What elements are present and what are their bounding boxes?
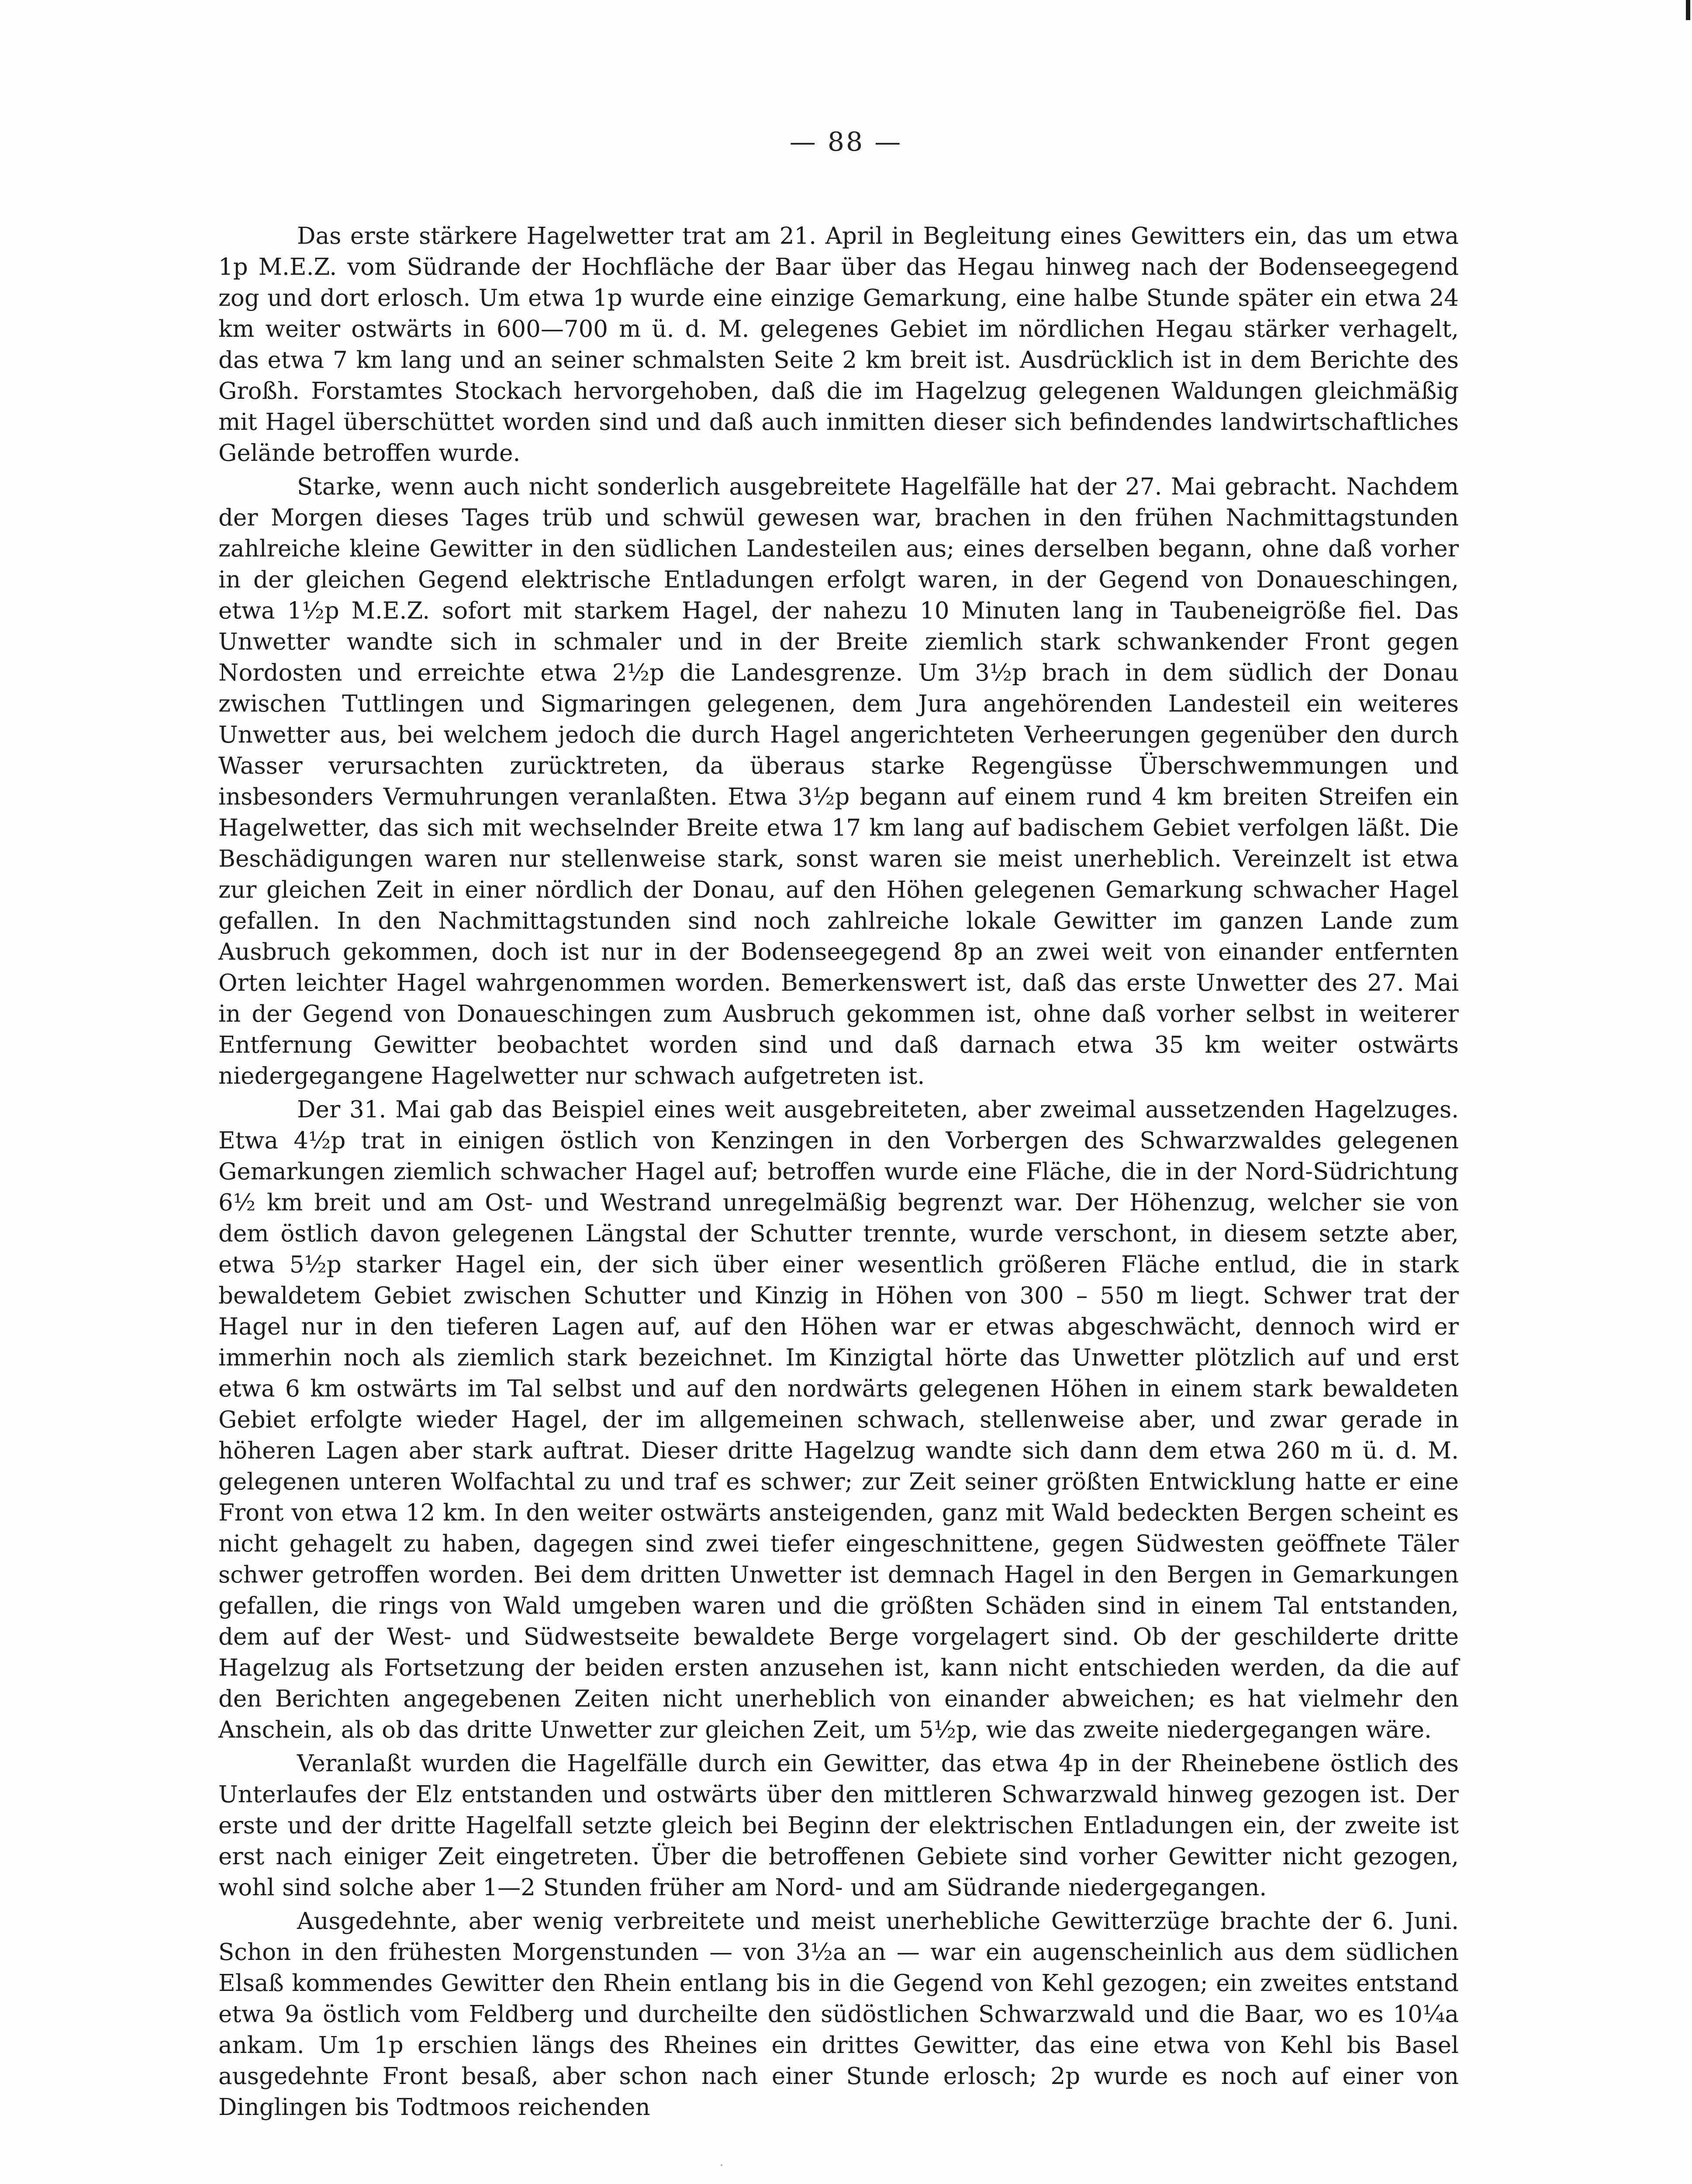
scan-speck	[721, 2164, 722, 2166]
body-text	[218, 221, 1459, 2123]
paragraph-hail-21-april: Das erste stärkere Hagelwetter trat am 21. April in Begleitung eines Gewitters ein, das um etwa 1p M.E.Z. vom Südrande der Hochfläche der Baar über das Hegau hinweg nach der Bodenseegegend zog und dort erlosch. Um etwa 1p wurde eine einzige Gemarkung, eine halbe Stunde später ein etwa 24 km weiter ostwärts in 600—700 m ü. d. M. gelegenes Gebiet im nördlichen Hegau stärker verhagelt, das etwa 7 km lang und an seiner schmalsten Seite 2 km breit ist. Ausdrücklich ist in dem Berichte des Großh. Forstamtes Stockach hervorgehoben, daß die im Hagelzug gelegenen Waldungen gleichmäßig mit Hagel überschüttet worden sind und daß auch inmitten dieser sich befindendes landwirtschaftliches Gelände betroffen wurde.	[218, 223, 1459, 467]
paragraph-storms-6-june: Ausgedehnte, aber wenig verbreitete und meist unerhebliche Gewitterzüge brachte der 6. Juni. Schon in den frühesten Morgenstunden — von 3½a an — war ein augenscheinlich aus dem südlichen Elsaß kommendes Gewitter den Rhein entlang bis in die Gegend von Kehl gezogen; ein zweites entstand etwa 9a östlich vom Feldberg und durcheilte den südöstlichen Schwarzwald und die Baar, wo es 10¼a ankam. Um 1p erschien längs des Rheines ein drittes Gewitter, das eine etwa von Kehl bis Basel ausgedehnte Front besaß, aber schon nach einer Stunde erlosch; 2p wurde es noch auf einer von Dinglingen bis Todtmoos reichenden	[218, 1908, 1459, 2121]
paragraph-hail-cause: Veranlaßt wurden die Hagelfälle durch ein Gewitter, das etwa 4p in der Rheinebene östlich des Unterlaufes der Elz entstanden und ostwärts über den mittleren Schwarzwald hinweg gezogen ist. Der erste und der dritte Hagelfall setzte gleich bei Beginn der elektrischen Entladungen ein, der zweite ist erst nach einiger Zeit eingetreten. Über die betroffenen Gebiete sind vorher Gewitter nicht gezogen, wohl sind solche aber 1—2 Stunden früher am Nord- und am Südrande niedergegangen.	[218, 1750, 1459, 1901]
paragraph-hail-31-may: Der 31. Mai gab das Beispiel eines weit ausgebreiteten, aber zweimal aussetzenden Hagelzuges. Etwa 4½p trat in einigen östlich von Kenzingen in den Vorbergen des Schwarzwaldes gelegenen Gemarkungen ziemlich schwacher Hagel auf; betroffen wurde eine Fläche, die in der Nord-Südrichtung 6½ km breit und am Ost- und Westrand unregelmäßig begrenzt war. Der Höhenzug, welcher sie von dem östlich davon gelegenen Längstal der Schutter trennte, wurde verschont, in diesem setzte aber, etwa 5½p starker Hagel ein, der sich über einer wesentlich größeren Fläche entlud, die in stark bewaldetem Gebiet zwischen Schutter und Kinzig in Höhen von 300 – 550 m liegt. Schwer trat der Hagel nur in den tieferen Lagen auf, auf den Höhen war er etwas abgeschwächt, dennoch wird er immerhin noch als ziemlich stark bezeichnet. Im Kinzigtal hörte das Unwetter plötzlich auf und erst etwa 6 km ostwärts im Tal selbst und auf den nordwärts gelegenen Höhen in einem stark bewaldeten Gebiet erfolgte wieder Hagel, der im allgemeinen schwach, stellenweise aber, und zwar gerade in höheren Lagen aber stark auftrat. Dieser dritte Hagelzug wandte sich dann dem etwa 260 m ü. d. M. gelegenen unteren Wolfachtal zu und traf es schwer; zur Zeit seiner größten Entwicklung hatte er eine Front von etwa 12 km. In den weiter ostwärts ansteigenden, ganz mit Wald bedeckten Bergen scheint es nicht gehagelt zu haben, dagegen sind zwei tiefer eingeschnittene, gegen Südwesten geöffnete Täler schwer getroffen worden. Bei dem dritten Unwetter ist demnach Hagel in den Bergen in Gemarkungen gefallen, die rings von Wald umgeben waren und die größten Schäden sind in einem Tal entstanden, dem auf der West- und Südwestseite bewaldete Berge vorgelagert sind. Ob der geschilderte dritte Hagelzug als Fortsetzung der beiden ersten anzusehen ist, kann nicht entschieden werden, da die auf den Berichten angegebenen Zeiten nicht unerheblich von einander abweichen; es hat vielmehr den Anschein, als ob das dritte Unwetter zur gleichen Zeit, um 5½p, wie das zweite niedergegangen wäre.	[218, 1096, 1459, 1743]
page-number: — 88 —	[789, 127, 903, 157]
scan-edge-mark	[1686, 0, 1690, 20]
paragraph-hail-27-may: Starke, wenn auch nicht sonderlich ausgebreitete Hagelfälle hat der 27. Mai gebracht. Nachdem der Morgen dieses Tages trüb und schwül gewesen war, brachen in den frühen Nachmittagstunden zahlreiche kleine Gewitter in den südlichen Landesteilen aus; eines derselben begann, ohne daß vorher in der gleichen Gegend elektrische Entladungen erfolgt waren, in der Gegend von Donaueschingen, etwa 1½p M.E.Z. sofort mit starkem Hagel, der nahezu 10 Minuten lang in Taubeneigröße fiel. Das Unwetter wandte sich in schmaler und in der Breite ziemlich stark schwankender Front gegen Nordosten und erreichte etwa 2½p die Landesgrenze. Um 3½p brach in dem südlich der Donau zwischen Tuttlingen und Sigmaringen gelegenen, dem Jura angehörenden Landesteil ein weiteres Unwetter aus, bei welchem jedoch die durch Hagel angerichteten Verheerungen gegenüber den durch Wasser verursachten zurücktreten, da überaus starke Regengüsse Überschwemmungen und insbesonders Vermuhrungen veranlaßten. Etwa 3½p begann auf einem rund 4 km breiten Streifen ein Hagelwetter, das sich mit wechselnder Breite etwa 17 km lang auf badischem Gebiet verfolgen läßt. Die Beschädigungen waren nur stellenweise stark, sonst waren sie meist unerheblich. Vereinzelt ist etwa zur gleichen Zeit in einer nördlich der Donau, auf den Höhen gelegenen Gemarkung schwacher Hagel gefallen. In den Nachmittagstunden sind noch zahlreiche lokale Gewitter im ganzen Lande zum Ausbruch gekommen, doch ist nur in der Bodenseegegend 8p an zwei weit von einander entfernten Orten leichter Hagel wahrgenommen worden. Bemerkenswert ist, daß das erste Unwetter des 27. Mai in der Gegend von Donaueschingen zum Ausbruch gekommen ist, ohne daß vorher selbst in weiterer Entfernung Gewitter beobachtet worden sind und daß darnach etwa 35 km weiter ostwärts niedergegangene Hagelwetter nur schwach aufgetreten ist.	[218, 473, 1459, 1089]
